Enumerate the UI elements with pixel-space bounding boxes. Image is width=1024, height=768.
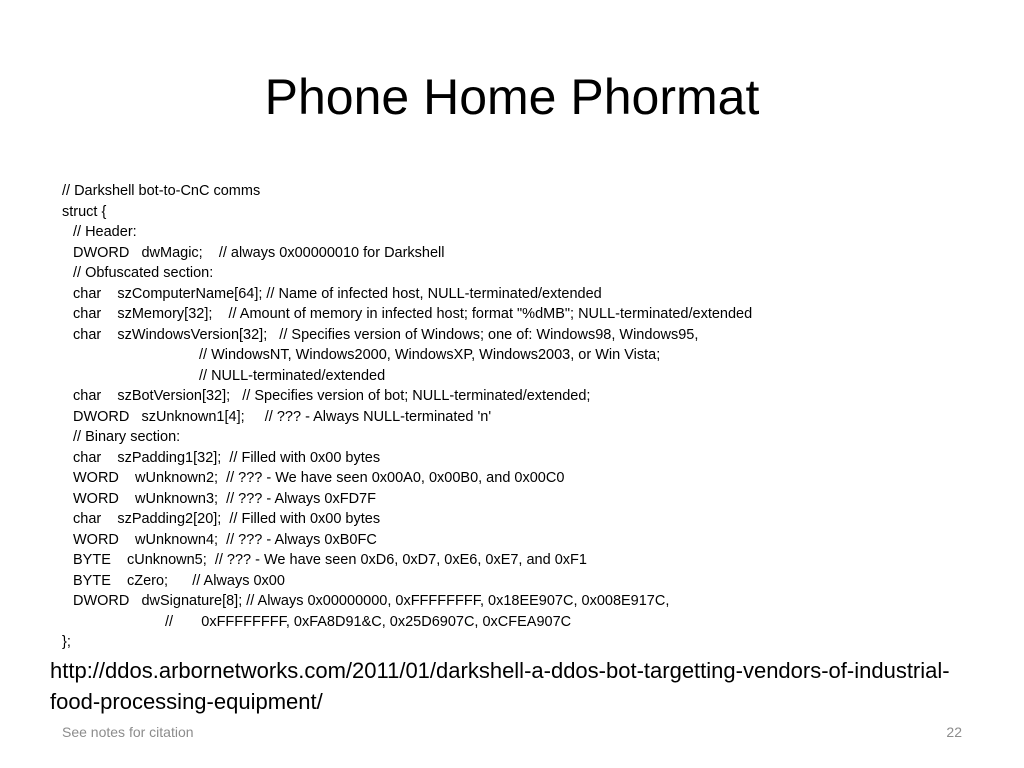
code-line: // Obfuscated section: [73, 265, 214, 281]
footer-note: See notes for citation [62, 724, 194, 740]
code-block [62, 181, 962, 653]
slide-title: Phone Home Phormat [264, 69, 760, 125]
code-line: WORD wUnknown3; // ??? - Always 0xFD7F [73, 490, 376, 507]
code-line: DWORD dwSignature[8]; // Always 0x00000000, 0xFFFFFFFF, 0x18EE907C, 0x008E917C, [73, 593, 670, 609]
source-link[interactable]: http://ddos.arbornetworks.com/2011/01/darkshell-a-ddos-bot-targetting-vendors-of-industrial-food-processing-equipment/ [50, 658, 950, 714]
code-line: DWORD szUnknown1[4]; // ??? - Always NULL-terminated 'n' [73, 408, 492, 425]
code-line: DWORD dwMagic; // always 0x00000010 for Darkshell [73, 244, 445, 261]
code-line: char szPadding1[32]; // Filled with 0x00 bytes [73, 449, 381, 466]
code-line: struct { [62, 203, 107, 220]
page-number: 22 [946, 724, 962, 740]
code-line: WORD wUnknown4; // ??? - Always 0xB0FC [73, 531, 377, 548]
code-line: WORD wUnknown2; // ??? - We have seen 0x00A0, 0x00B0, and 0x00C0 [73, 470, 565, 486]
code-line: BYTE cUnknown5; // ??? - We have seen 0xD6, 0xD7, 0xE6, 0xE7, and 0xF1 [73, 552, 587, 568]
code-line: char szBotVersion[32]; // Specifies version of bot; NULL-terminated/extended; [73, 388, 591, 404]
code-line: BYTE cZero; // Always 0x00 [73, 572, 285, 589]
code-line: // Darkshell bot-to-CnC comms [62, 183, 261, 199]
code-line: // 0xFFFFFFFF, 0xFA8D91&C, 0x25D6907C, 0xCFEA907C [165, 613, 572, 630]
code-line: // Header: [73, 224, 137, 240]
code-line: char szComputerName[64]; // Name of infected host, NULL-terminated/extended [73, 285, 602, 302]
code-line: char szMemory[32]; // Amount of memory in infected host; format "%dMB"; NULL-terminated/extended [73, 306, 753, 322]
code-line: // WindowsNT, Windows2000, WindowsXP, Windows2003, or Win Vista; [199, 347, 661, 363]
code-line: // NULL-terminated/extended [199, 367, 386, 384]
code-line: char szWindowsVersion[32]; // Specifies version of Windows; one of: Windows98, Windows95, [73, 326, 699, 343]
code-line: }; [62, 634, 71, 650]
code-line: char szPadding2[20]; // Filled with 0x00 bytes [73, 511, 381, 527]
code-line: // Binary section: [73, 429, 181, 445]
